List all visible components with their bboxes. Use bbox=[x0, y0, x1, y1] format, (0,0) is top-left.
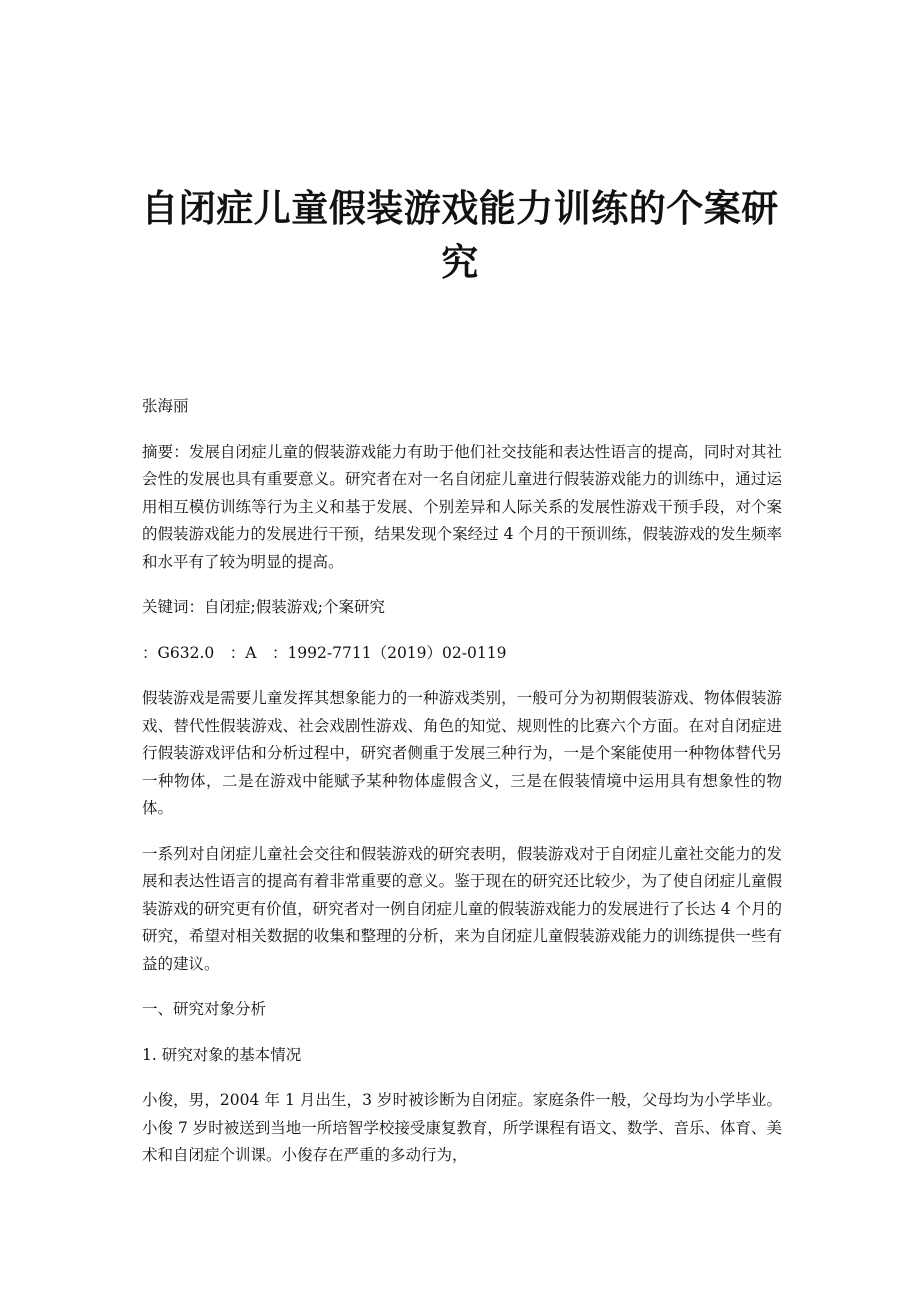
section-heading: 一、研究对象分析 bbox=[142, 1000, 267, 1018]
case-paragraph: 小俊，男，2004 年 1 月出生，3 岁时被诊断为自闭症。家庭条件一般，父母均为小学毕业。小俊 7 岁时被送到当地一所培智学校接受康复教育，所学课程有语文、数学、音乐、体育、美术和自闭症个训课。小俊存在严重的多动行为， bbox=[142, 1091, 782, 1164]
document-body bbox=[142, 393, 782, 1188]
body-paragraph-research-significance: 一系列对自闭症儿童社会交往和假装游戏的研究表明，假装游戏对于自闭症儿童社交能力的发展和表达性语言的提高有着非常重要的意义。鉴于现在的研究还比较少，为了使自闭症儿童假装游戏的研究更有价值，研究者对一例自闭症儿童的假装游戏能力的发展进行了长达 4 个月的研究，希望对相关数据的收集和整理的分析，来为自闭症儿童假装游戏能力的训练提供一些有益的建议。 bbox=[142, 844, 782, 973]
keywords-line: 关键词：自闭症;假装游戏;个案研究 bbox=[142, 598, 385, 616]
document-title: 自闭症儿童假装游戏能力训练的个案研究 bbox=[141, 187, 779, 284]
author-name: 张海丽 bbox=[142, 397, 189, 415]
subsection-heading: 1. 研究对象的基本情况 bbox=[142, 1045, 302, 1064]
body-paragraph-pretend-play: 假装游戏是需要儿童发挥其想象能力的一种游戏类别，一般可分为初期假装游戏、物体假装游戏、替代性假装游戏、社会戏剧性游戏、角色的知觉、规则性的比赛六个方面。在对自闭症进行假装游戏评估和分析过程中，研究者侧重于发展三种行为，一是个案能使用一种物体替代另一种物体，二是在游戏中能赋予某种物体虚假含义，三是在假装情境中运用具有想象性的物体。 bbox=[142, 689, 782, 817]
abstract-paragraph: 摘要：发展自闭症儿童的假装游戏能力有助于他们社交技能和表达性语言的提高，同时对其社会性的发展也具有重要意义。研究者在对一名自闭症儿童进行假装游戏能力的训练中，通过运用相互模仿训练等行为主义和基于发展、个别差异和人际关系的发展性游戏干预手段，对个案的假装游戏能力的发展进行干预，结果发现个案经过 4 个月的干预训练，假装游戏的发生频率和水平有了较为明显的提高。 bbox=[142, 442, 782, 571]
classification-line: ：G632.0 ：A ：1992-7711（2019）02-0119 bbox=[142, 643, 507, 662]
